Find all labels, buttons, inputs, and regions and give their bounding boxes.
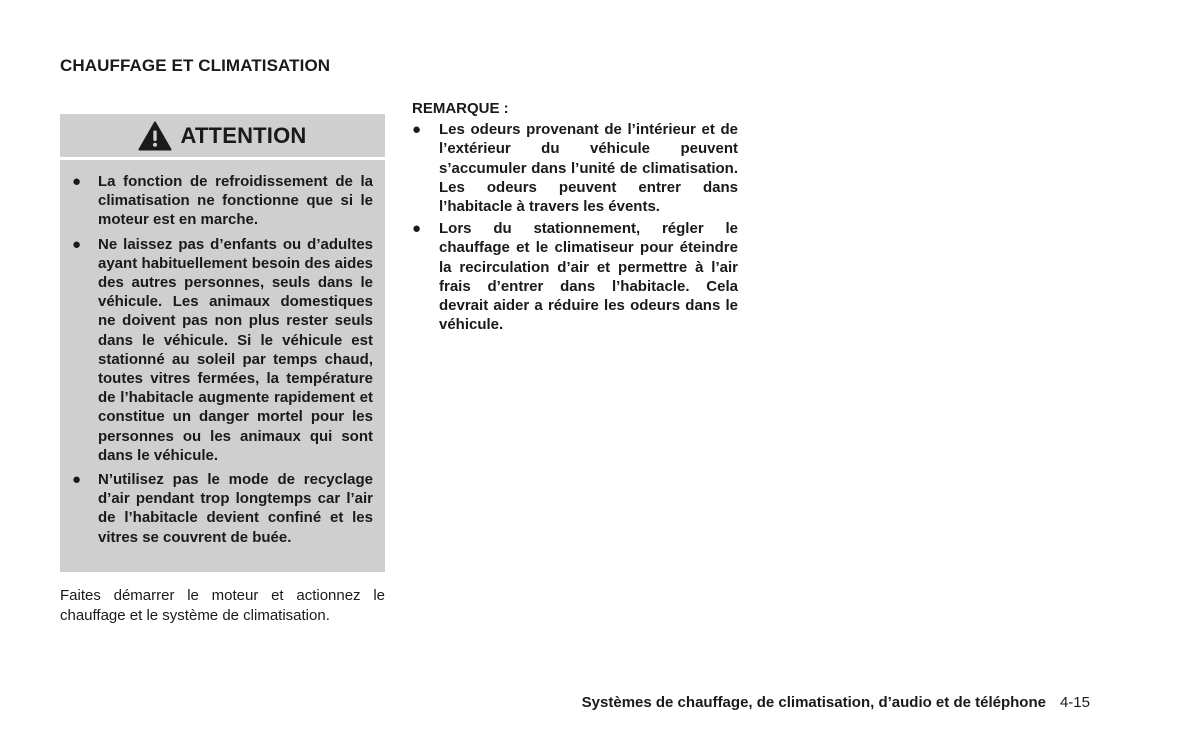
warning-header xyxy=(60,114,385,160)
warning-title: ATTENTION xyxy=(180,122,307,148)
warning-item xyxy=(72,172,373,230)
page-number: 4-15 xyxy=(1059,694,1090,711)
intro-paragraph: Faites démarrer le moteur et actionnez le chauffage et le système de climatisation. xyxy=(60,587,385,624)
page-footer xyxy=(582,694,1090,711)
footer-chapter-title: Systèmes de chauffage, de climatisation, d’audio et de téléphone xyxy=(581,694,1046,711)
remark-item xyxy=(412,120,738,216)
warning-list xyxy=(60,160,385,547)
remark-block xyxy=(412,99,738,337)
bullet: ● xyxy=(72,173,82,190)
bullet: ● xyxy=(72,235,82,253)
warning-item-text: La fonction de refroidissement de la climatisation ne fonctionne que si le moteur est en marche. xyxy=(98,173,373,229)
bullet: ● xyxy=(72,471,82,489)
remark-title: REMARQUE : xyxy=(412,100,509,117)
remark-list xyxy=(412,120,738,334)
section-title: CHAUFFAGE ET CLIMATISATION xyxy=(60,56,331,75)
warning-box xyxy=(60,114,385,572)
bullet: ● xyxy=(412,220,422,238)
warning-item-text: N’utilisez pas le mode de recyclage d’air pendant trop longtemps car l’air de l’habitacle devient confiné et les vitres se couvrent de buée. xyxy=(98,471,373,546)
warning-triangle-icon xyxy=(138,121,172,151)
warning-item xyxy=(72,470,373,547)
remark-item-text: Les odeurs provenant de l’intérieur et de l’extérieur du véhicule peuvent s’accumuler dans l’unité de climatisation. Les odeurs peuvent entrer dans l’habitacle à travers les évents. xyxy=(439,121,738,216)
warning-item xyxy=(72,235,373,465)
remark-item-text: Lors du stationnement, régler le chauffage et le climatiseur pour éteindre la recirculation d’air et permettre à l’air frais d’entrer dans l’habitacle. Cela devrait aider a réduire les odeurs dans le véhicule. xyxy=(439,220,738,334)
remark-item xyxy=(412,219,738,334)
bullet: ● xyxy=(412,121,422,139)
warning-item-text: Ne laissez pas d’enfants ou d’adultes ayant habituellement besoin des aides des autres personnes, seuls dans le véhicule. Les animaux domestiques ne doivent pas non plus rester seuls dans le véhicule. Si le véhicule est stationné au soleil par temps chaud, toutes vitres fermées, la température de l’habitacle augmente rapidement et constitue un danger mortel pour les personnes ou les animaux qui sont dans le véhicule. xyxy=(98,235,373,464)
